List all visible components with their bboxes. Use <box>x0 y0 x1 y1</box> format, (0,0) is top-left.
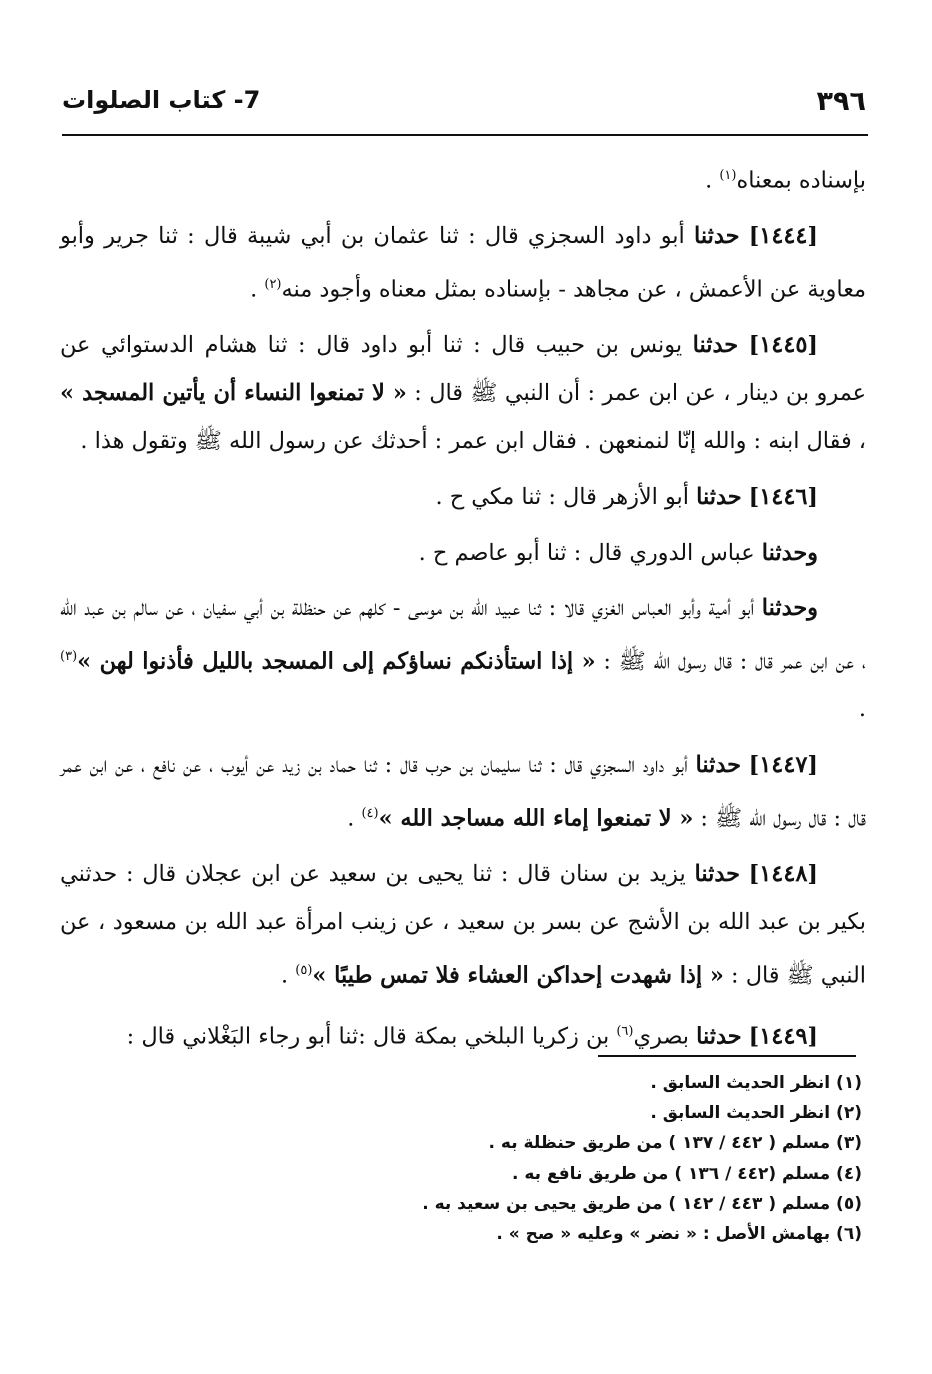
narration-keyword: وحدثنا <box>761 595 818 622</box>
hadith-1447 <box>60 742 866 843</box>
prophetic-saying: « إذا استأذنكم نساؤكم إلى المسجد بالليل فأذنوا لهن » <box>77 648 596 675</box>
hadith-text: أبو داود السجزي قال : ثنا سليمان بن حرب قال : ثنا حماد بن زيد عن أيوب ، عن نافع ، عن ابن عمر قال : قال رسول الله ﷺ : <box>60 752 866 832</box>
hadith-text: أبو أمية وأبو العباس الغزي قالا : ثنا عبيد الله بن موسى - كلهم عن حنظلة بن أبي سفيان ، عن سالم بن عبد الله ، عن ابن عمر قال : قال رسول الله ﷺ : <box>60 595 866 675</box>
hadith-text: عباس الدوري قال : ثنا أبو عاصم ح . <box>418 539 762 566</box>
footnote-item: (٢) انظر الحديث السابق . <box>650 1103 862 1124</box>
footnote-item: (٣) مسلم ( ٤٤٢ / ١٣٧ ) من طريق حنظلة به . <box>488 1133 862 1154</box>
hadith-1446 <box>60 474 866 522</box>
hadith-number: [١٤٤٥] <box>748 332 818 359</box>
hadith-number: [١٤٤٧] <box>748 752 818 779</box>
footnotes <box>200 1068 862 1249</box>
prophetic-saying: « لا تمنعوا النساء أن يأتين المسجد » <box>60 380 407 407</box>
chapter-title: 7- كتاب الصلوات <box>62 86 261 114</box>
narration-keyword: وحدثنا <box>761 539 818 566</box>
hadith-number: [١٤٤٨] <box>748 861 818 888</box>
footnote-item: (٤) مسلم (٤٤٢ / ١٣٦ ) من طريق نافع به . <box>511 1163 862 1184</box>
hadith-text: أبو الأزهر قال : ثنا مكي ح . <box>435 483 697 510</box>
hadith-text: بصري <box>633 1023 697 1050</box>
narration-keyword: حدثنا <box>694 223 740 250</box>
prophetic-saying: « لا تمنعوا إماء الله مساجد الله » <box>378 805 694 832</box>
hadith-1445 <box>60 322 866 465</box>
chain-paragraph <box>60 530 866 578</box>
hadith-text-end: . <box>347 805 362 832</box>
footnote-item: (٦) بهامش الأصل : « نضر » وعليه « صح » . <box>496 1224 862 1245</box>
chain-paragraph <box>60 585 866 734</box>
hadith-text-end: . <box>281 962 296 989</box>
hadith-text-end: . <box>250 276 265 303</box>
footnote-marker: (٥) <box>295 962 313 978</box>
narration-keyword: حدثنا <box>694 861 740 888</box>
footnote-marker: (٤) <box>361 805 379 821</box>
narration-keyword: حدثنا <box>696 1023 742 1050</box>
prophetic-saying: « إذا شهدت إحداكن العشاء فلا تمس طيبًا » <box>312 962 724 989</box>
footnote-marker: (٢) <box>264 277 282 293</box>
hadith-number: [١٤٤٤] <box>748 223 819 250</box>
hadith-1444 <box>60 213 866 314</box>
hadith-number: [١٤٤٩] <box>748 1023 818 1050</box>
footnote-marker: (٦) <box>616 1024 634 1040</box>
paragraph-continuation <box>60 152 866 205</box>
paragraph-text-end: . <box>705 167 720 194</box>
hadith-text: يزيد بن سنان قال : ثنا يحيى بن سعيد عن ابن عجلان قال : حدثني بكير بن عبد الله بن الأشج عن بسر بن سعيد ، عن زينب امرأة عبد الله بن مسعود ، عن النبي ﷺ قال : <box>60 861 866 989</box>
narration-keyword: حدثنا <box>696 483 742 510</box>
hadith-text: أبو داود السجزي قال : ثنا عثمان بن أبي شيبة قال : ثنا جرير وأبو معاوية عن الأعمش ، عن مجاهد - بإسناده بمثل معناه وأجود منه <box>60 223 866 303</box>
page-number: ٣٩٦ <box>816 86 866 117</box>
hadith-text-end: . <box>858 696 866 723</box>
paragraph-text: بإسناده بمعناه <box>736 167 866 194</box>
hadith-1448 <box>60 851 866 1000</box>
page-header <box>62 86 866 126</box>
narration-keyword: حدثنا <box>692 332 739 359</box>
footnote-item: (٥) مسلم ( ٤٤٣ / ١٤٢ ) من طريق يحيى بن سعيد به . <box>422 1193 862 1214</box>
header-rule <box>62 134 868 136</box>
footnote-item: (١) انظر الحديث السابق . <box>650 1073 862 1093</box>
hadith-1449 <box>60 1008 866 1061</box>
footnote-marker: (٣) <box>60 649 78 665</box>
hadith-text: يونس بن حبيب قال : ثنا أبو داود قال : ثنا هشام الدستوائي عن عمرو بن دينار ، عن ابن عمر : أن النبي ﷺ قال : <box>60 332 867 407</box>
narration-keyword: حدثنا <box>695 752 741 779</box>
page-body <box>60 152 866 1069</box>
hadith-text-tail: بن زكريا البلخي بمكة قال :ثنا أبو رجاء البَغْلاني قال : <box>126 1023 617 1050</box>
footnote-rule <box>598 1055 856 1057</box>
hadith-number: [١٤٤٦] <box>748 483 818 510</box>
hadith-text-tail: ، فقال ابنه : والله إنّا لنمنعهن . فقال ابن عمر : أحدثك عن رسول الله ﷺ وتقول هذا . <box>80 427 866 454</box>
footnote-marker: (١) <box>719 168 737 183</box>
